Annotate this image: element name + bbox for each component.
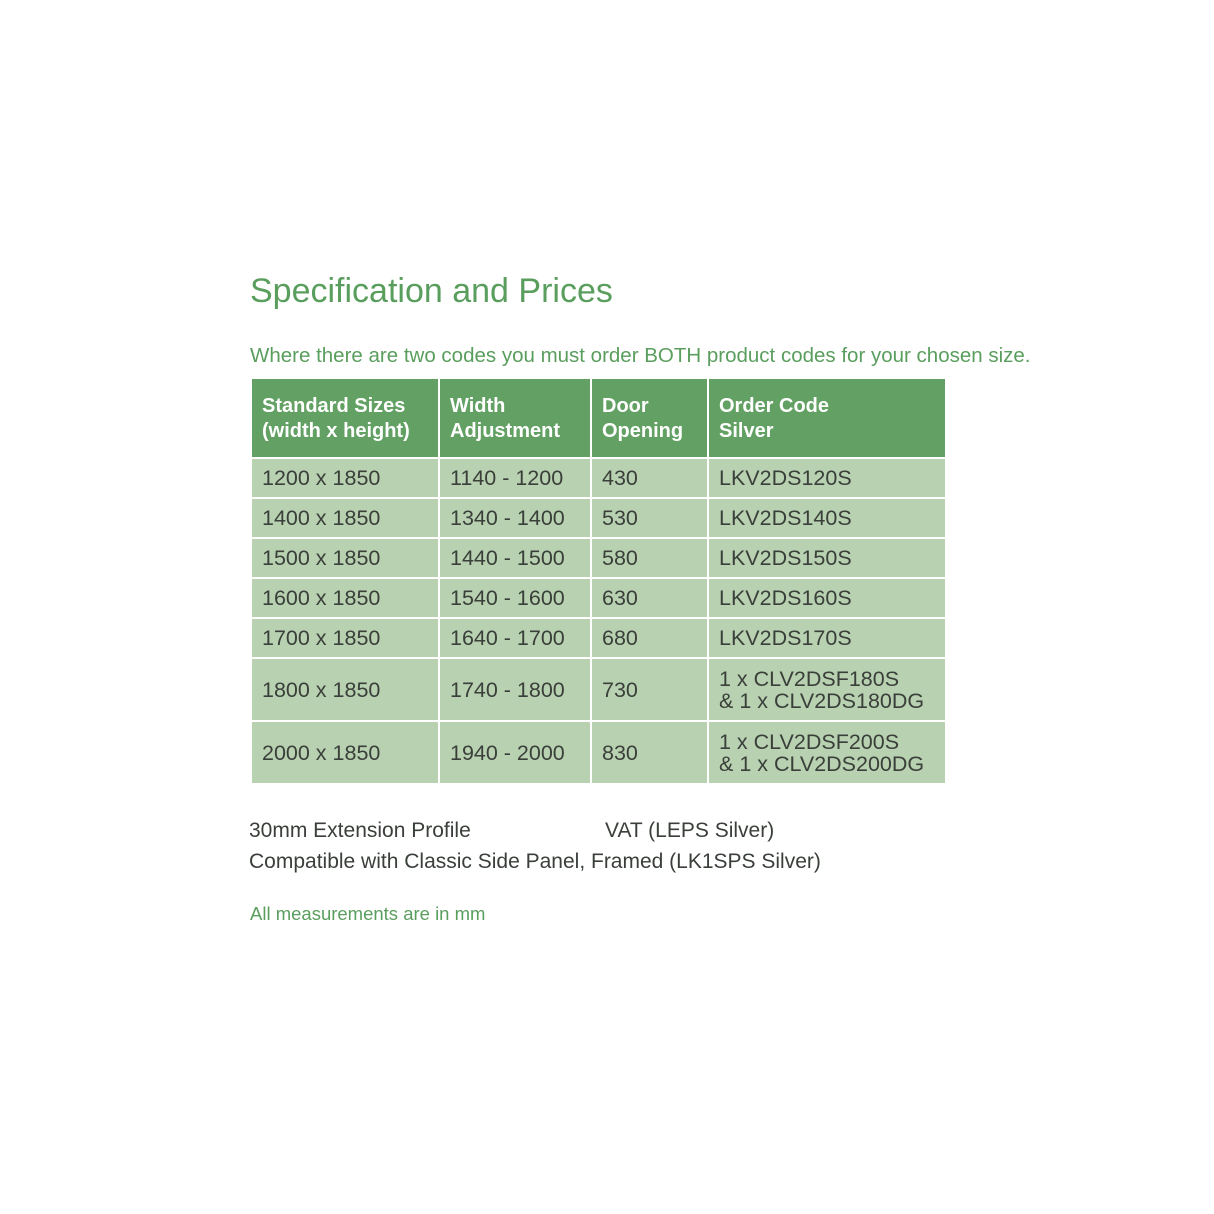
order-instruction: Where there are two codes you must order BOTH product codes for your chosen size. (250, 344, 1031, 367)
table-row (251, 618, 946, 658)
cell-size: 1200 x 1850 (251, 458, 439, 498)
measurement-note: All measurements are in mm (250, 903, 486, 924)
order-code-line-1: 1 x CLV2DSF200S (719, 729, 900, 754)
cell-order-code: LKV2DS150S (708, 538, 946, 578)
table-row (251, 498, 946, 538)
table-row (251, 658, 946, 721)
header-line: Silver (719, 420, 774, 442)
header-line: Standard Sizes (262, 395, 406, 417)
cell-order-code: LKV2DS170S (708, 618, 946, 658)
cell-order-code (708, 721, 946, 784)
table-header-row (251, 378, 946, 458)
table-row (251, 538, 946, 578)
cell-opening: 580 (591, 538, 708, 578)
cell-order-code (708, 658, 946, 721)
header-door-opening (591, 378, 708, 458)
compatibility-note: Compatible with Classic Side Panel, Framed (LK1SPS Silver) (249, 850, 821, 873)
table-row (251, 578, 946, 618)
header-width-adjustment (439, 378, 591, 458)
cell-adjustment: 1740 - 1800 (439, 658, 591, 721)
header-line: Door (602, 395, 649, 417)
header-line: Opening (602, 420, 684, 442)
cell-adjustment: 1340 - 1400 (439, 498, 591, 538)
header-line: Order Code (719, 395, 830, 417)
cell-opening: 830 (591, 721, 708, 784)
extension-profile-value: VAT (LEPS Silver) (605, 819, 775, 842)
table-row (251, 458, 946, 498)
cell-size: 1600 x 1850 (251, 578, 439, 618)
cell-size: 2000 x 1850 (251, 721, 439, 784)
cell-adjustment: 1940 - 2000 (439, 721, 591, 784)
cell-size: 1800 x 1850 (251, 658, 439, 721)
page-title: Specification and Prices (250, 272, 613, 310)
order-code-line-1: 1 x CLV2DSF180S (719, 666, 900, 691)
cell-opening: 680 (591, 618, 708, 658)
cell-order-code: LKV2DS120S (708, 458, 946, 498)
cell-size: 1500 x 1850 (251, 538, 439, 578)
order-code-line-2: & 1 x CLV2DS200DG (719, 751, 925, 776)
spec-table (250, 377, 947, 785)
extension-profile-label: 30mm Extension Profile (249, 819, 471, 842)
cell-adjustment: 1540 - 1600 (439, 578, 591, 618)
header-standard-sizes (251, 378, 439, 458)
cell-size: 1400 x 1850 (251, 498, 439, 538)
cell-adjustment: 1640 - 1700 (439, 618, 591, 658)
cell-adjustment: 1440 - 1500 (439, 538, 591, 578)
cell-adjustment: 1140 - 1200 (439, 458, 591, 498)
table-row (251, 721, 946, 784)
cell-order-code: LKV2DS140S (708, 498, 946, 538)
cell-opening: 530 (591, 498, 708, 538)
order-code-line-2: & 1 x CLV2DS180DG (719, 688, 925, 713)
cell-opening: 730 (591, 658, 708, 721)
header-line: (width x height) (262, 420, 410, 442)
header-order-code (708, 378, 946, 458)
cell-opening: 430 (591, 458, 708, 498)
cell-order-code: LKV2DS160S (708, 578, 946, 618)
header-line: Width (450, 395, 506, 417)
cell-size: 1700 x 1850 (251, 618, 439, 658)
header-line: Adjustment (450, 420, 560, 442)
cell-opening: 630 (591, 578, 708, 618)
